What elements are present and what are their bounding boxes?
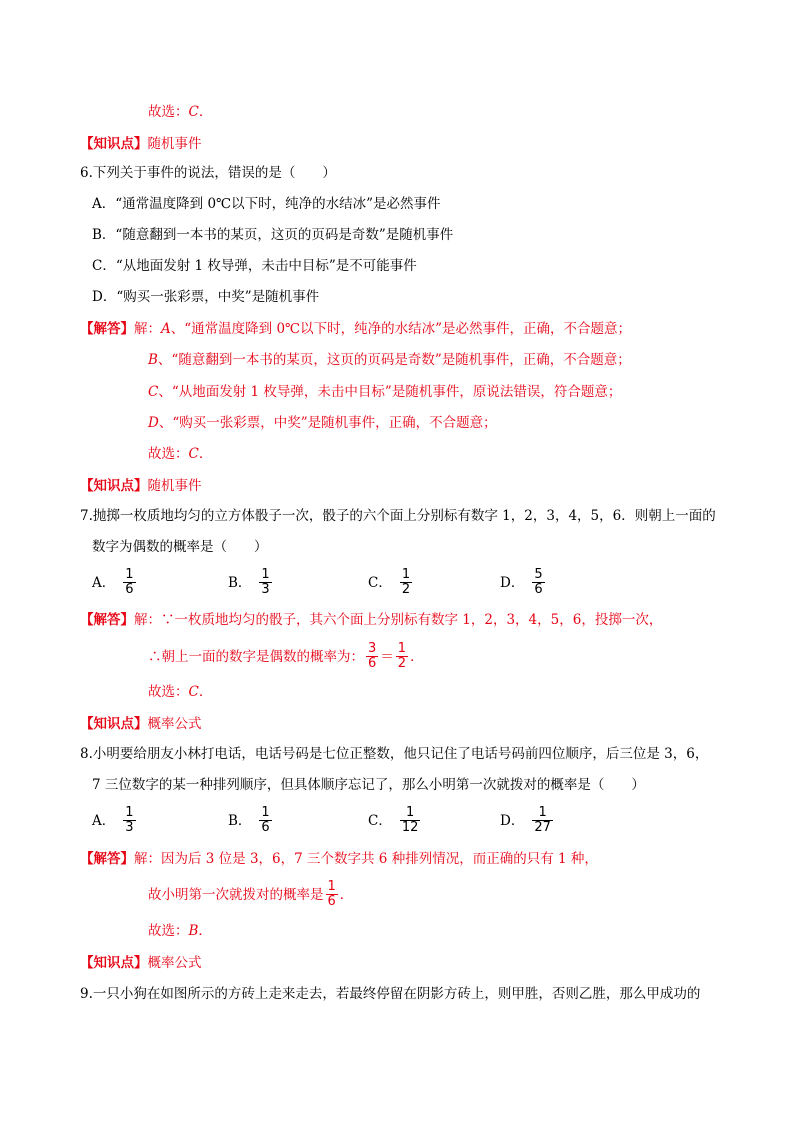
denominator: 27 — [534, 820, 551, 835]
answer-prefix: 故选： — [148, 684, 189, 700]
fraction — [259, 806, 271, 835]
solution-line — [148, 880, 353, 909]
answer-end: ． — [198, 446, 213, 462]
solution-tag: 【解答】 — [80, 612, 134, 628]
fraction — [123, 568, 135, 597]
denominator: 6 — [327, 894, 336, 909]
numerator: 1 — [401, 567, 411, 582]
solution-prefix: 解： — [134, 321, 161, 337]
option-c — [368, 806, 422, 835]
numerator: 1 — [125, 805, 134, 820]
answer-prefix: 故选： — [148, 104, 189, 120]
option-a — [92, 806, 138, 835]
numerator: 1 — [538, 805, 547, 820]
option-a: A．“通常温度降到 0℃以下时，纯净的水结冰”是必然事件 — [92, 196, 441, 212]
denominator: 2 — [397, 656, 407, 671]
fraction — [400, 568, 412, 597]
equals-sign: ＝ — [380, 648, 394, 665]
denominator: 12 — [401, 820, 419, 835]
fraction — [123, 806, 135, 835]
option-d: D．“购买一张彩票，中奖”是随机事件 — [92, 289, 320, 305]
answer-letter: C — [188, 684, 199, 700]
answer-end: ． — [198, 104, 213, 120]
fraction — [366, 642, 378, 671]
solution-text: 解：∵一枚质地均匀的骰子，其六个面上分别标有数字 1，2，3，4，5，6，投掷一次， — [134, 612, 663, 628]
denominator: 3 — [261, 582, 270, 597]
solution-line — [148, 642, 424, 671]
answer-line — [148, 103, 212, 121]
fraction — [532, 806, 553, 835]
answer-end: ． — [198, 684, 213, 700]
solution-end: ． — [339, 886, 354, 903]
numerator: 1 — [261, 567, 270, 582]
answer-line — [148, 683, 212, 701]
knowledge-point-text: 随机事件 — [147, 136, 202, 152]
solution-text: 、“购买一张彩票，中奖”是随机事件，正确，不合题意； — [158, 415, 497, 431]
answer-prefix: 故选： — [148, 923, 189, 939]
solution-letter: D — [148, 415, 159, 431]
fraction — [532, 568, 544, 597]
solution-line — [148, 414, 497, 432]
denominator: 6 — [368, 656, 377, 671]
solution-text: 故小明第一次就拨对的概率是 — [148, 886, 324, 903]
denominator: 6 — [261, 820, 270, 835]
solution-letter: C — [148, 384, 159, 400]
option-label: D． — [500, 812, 525, 829]
knowledge-point-text: 概率公式 — [147, 955, 202, 971]
knowledge-point-tag: 【知识点】 — [80, 478, 148, 494]
solution-text: 解：因为后 3 位是 3，6，7 三个数字共 6 种排列情况，而正确的只有 1 种， — [134, 851, 598, 867]
numerator: 1 — [405, 805, 415, 820]
option-b: B．“随意翻到一本书的某页，这页的页码是奇数”是随机事件 — [92, 227, 454, 243]
option-label: B． — [228, 574, 252, 591]
solution-text: 、“从地面发射 1 枚导弹，未击中目标”是随机事件，原说法错误，符合题意； — [158, 384, 622, 400]
question-stem: 9.一只小狗在如图所示的方砖上走来走去，若最终停留在阴影方砖上，则甲胜，否则乙胜，那么甲成功的 — [80, 986, 701, 1002]
solution-text: ∴朝上一面的数字是偶数的概率为： — [148, 648, 364, 665]
fraction — [396, 642, 408, 671]
solution-line — [80, 850, 598, 868]
denominator: 6 — [534, 582, 543, 597]
solution-text: 、“随意翻到一本书的某页，这页的页码是奇数”是随机事件，正确，不合题意； — [157, 352, 631, 368]
denominator: 3 — [125, 820, 134, 835]
solution-tag: 【解答】 — [80, 851, 134, 867]
option-d — [500, 568, 547, 597]
solution-line — [80, 320, 631, 338]
question-stem: 8.小明要给朋友小林打电话，电话号码是七位正整数，他只记住了电话号码前四位顺序，后三位是 3，6， — [80, 746, 709, 762]
fraction — [400, 806, 421, 835]
solution-line — [80, 611, 662, 629]
solution-letter: A — [161, 321, 171, 337]
denominator: 2 — [401, 582, 411, 597]
numerator: 1 — [125, 567, 134, 582]
knowledge-point-text: 随机事件 — [147, 478, 202, 494]
knowledge-point — [80, 715, 202, 733]
knowledge-point-tag: 【知识点】 — [80, 136, 148, 152]
solution-text: 、“通常温度降到 0℃以下时，纯净的水结冰”是必然事件，正确，不合题意； — [170, 321, 632, 337]
option-b — [228, 806, 274, 835]
option-c — [368, 568, 414, 597]
numerator: 1 — [327, 879, 336, 894]
answer-end: ． — [198, 923, 212, 939]
knowledge-point-tag: 【知识点】 — [80, 716, 148, 732]
question-stem-cont: 数字为偶数的概率是（ ） — [92, 539, 268, 555]
answer-line — [148, 445, 212, 463]
option-b — [228, 568, 274, 597]
option-a — [92, 568, 138, 597]
option-label: A． — [92, 812, 116, 829]
numerator: 3 — [368, 641, 377, 656]
knowledge-point-text: 概率公式 — [147, 716, 202, 732]
fraction — [326, 880, 338, 909]
question-stem: 7.抛掷一枚质地均匀的立方体骰子一次，骰子的六个面上分别标有数字 1，2，3，4，5，6．则朝上一面的 — [80, 508, 716, 524]
numerator: 1 — [261, 805, 270, 820]
option-d — [500, 806, 555, 835]
solution-end: ． — [410, 648, 424, 665]
answer-letter: C — [188, 104, 199, 120]
solution-line — [148, 351, 631, 369]
option-label: C． — [368, 812, 392, 829]
option-label: B． — [228, 812, 252, 829]
answer-letter: B — [188, 923, 199, 939]
numerator: 5 — [534, 567, 543, 582]
option-label: D． — [500, 574, 525, 591]
solution-tag: 【解答】 — [80, 321, 134, 337]
question-stem: 6.下列关于事件的说法，错误的是（ ） — [80, 165, 336, 181]
knowledge-point-tag: 【知识点】 — [80, 955, 148, 971]
question-stem-cont: 7 三位数字的某一种排列顺序，但具体顺序忘记了，那么小明第一次就拨对的概率是（ ） — [92, 777, 645, 793]
solution-letter: B — [148, 352, 158, 368]
option-label: A． — [92, 574, 116, 591]
numerator: 1 — [397, 641, 407, 656]
answer-prefix: 故选： — [148, 446, 189, 462]
knowledge-point — [80, 135, 202, 153]
solution-line — [148, 383, 621, 401]
fraction — [259, 568, 271, 597]
option-c: C．“从地面发射 1 枚导弹，未击中目标”是不可能事件 — [92, 258, 417, 274]
option-label: C． — [368, 574, 392, 591]
knowledge-point — [80, 477, 202, 495]
denominator: 6 — [125, 582, 134, 597]
answer-line — [148, 922, 212, 940]
answer-letter: C — [188, 446, 199, 462]
knowledge-point — [80, 954, 202, 972]
